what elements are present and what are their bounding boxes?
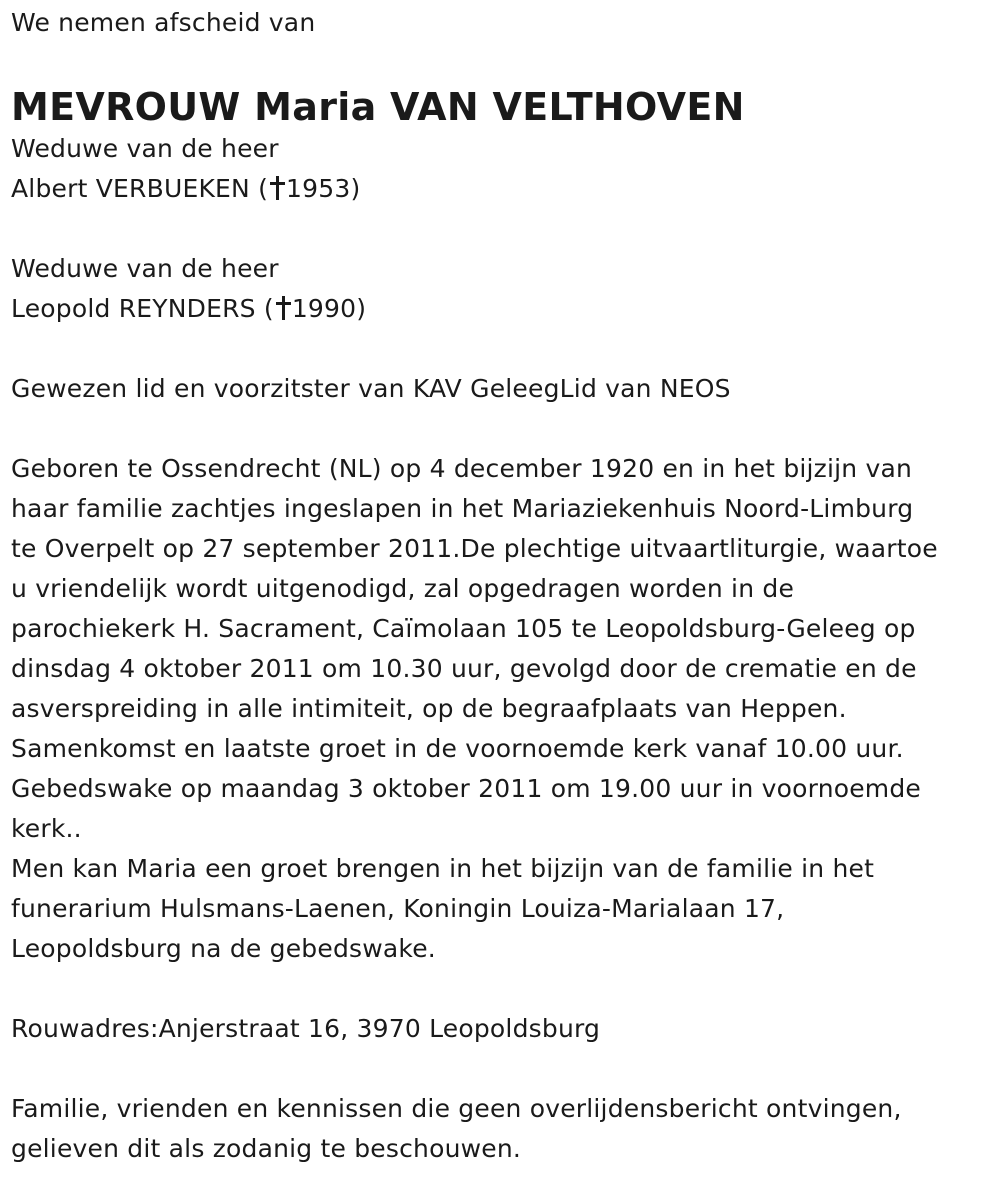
body-line: funerarium Hulsmans-Laenen, Koningin Louiza-Marialaan 17, <box>11 894 785 923</box>
spouse-name-2-text: Leopold REYNDERS ( <box>11 294 274 323</box>
body-line: Samenkomst en laatste groet in de voornoemde kerk vanaf 10.00 uur. <box>11 734 904 763</box>
membership-text: Gewezen lid en voorzitster van KAV GeleegLid van NEOS <box>11 374 731 403</box>
body-line: te Overpelt op 27 september 2011.De plechtige uitvaartliturgie, waartoe <box>11 534 938 563</box>
body-line: Gebedswake op maandag 3 oktober 2011 om 19.00 uur in voornoemde <box>11 774 922 803</box>
body-paragraph <box>11 449 986 969</box>
body-line: asverspreiding in alle intimiteit, op de begraafplaats van Heppen. <box>11 694 847 723</box>
body-line: u vriendelijk wordt uitgenodigd, zal opgedragen worden in de <box>11 574 795 603</box>
body-line: parochiekerk H. Sacrament, Caïmolaan 105 te Leopoldsburg-Geleeg op <box>11 614 916 643</box>
spacer <box>11 329 986 369</box>
body-line: Geboren te Ossendrecht (NL) op 4 december 1920 en in het bijzijn van <box>11 454 913 483</box>
closing-paragraph <box>11 1089 986 1169</box>
body-line: kerk.. <box>11 814 82 843</box>
deceased-name: MEVROUW Maria VAN VELTHOVEN <box>11 85 745 129</box>
body-line: dinsdag 4 oktober 2011 om 10.30 uur, gevolgd door de crematie en de <box>11 654 917 683</box>
spacer <box>11 969 986 1009</box>
spacer <box>11 409 986 449</box>
mourning-address: Rouwadres:Anjerstraat 16, 3970 Leopoldsburg <box>11 1014 601 1043</box>
spouse-name-2 <box>11 289 986 329</box>
spouse-label-2: Weduwe van de heer <box>11 254 279 283</box>
body-line: haar familie zachtjes ingeslapen in het Mariaziekenhuis Noord-Limburg <box>11 494 914 523</box>
body-line: Men kan Maria een groet brengen in het bijzijn van de familie in het <box>11 854 875 883</box>
spouse-label-1: Weduwe van de heer <box>11 134 279 163</box>
spacer <box>11 1049 986 1089</box>
cross-icon <box>275 296 291 320</box>
body-line: Leopoldsburg na de gebedswake. <box>11 934 436 963</box>
closing-line: Familie, vrienden en kennissen die geen overlijdensbericht ontvingen, <box>11 1094 902 1123</box>
spouse-name-1-text: Albert VERBUEKEN ( <box>11 174 269 203</box>
intro-text: We nemen afscheid van <box>11 8 316 37</box>
closing-line: gelieven dit als zodanig te beschouwen. <box>11 1134 522 1163</box>
obituary-notice <box>11 0 986 1169</box>
cross-icon <box>269 176 285 200</box>
spouse-name-1 <box>11 169 986 209</box>
spacer <box>11 209 986 249</box>
spouse-death-year-1: 1953) <box>286 174 361 203</box>
spouse-death-year-2: 1990) <box>291 294 367 323</box>
